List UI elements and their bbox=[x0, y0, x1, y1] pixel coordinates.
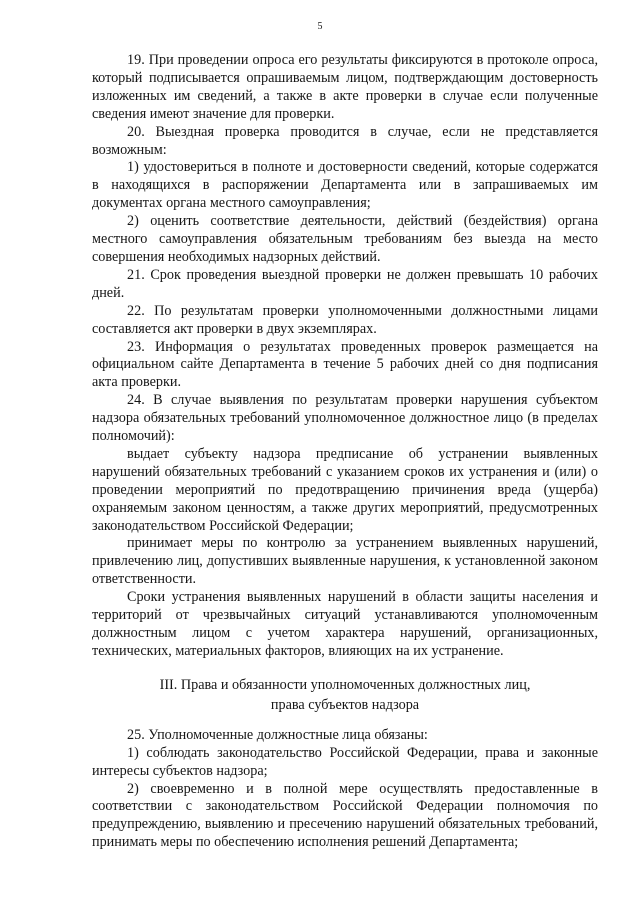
section-title bbox=[92, 675, 598, 715]
paragraph-24-item-take-measures: принимает меры по контролю за устранением выявленных нарушений, привлечению лиц, допустивших выявленные нарушения, к установленной законом ответственности. bbox=[92, 535, 598, 588]
paragraph-25-item-1: 1) соблюдать законодательство Российской Федерации, права и законные интересы субъектов надзора; bbox=[92, 744, 598, 779]
paragraph-21: 21. Срок проведения выездной проверки не должен превышать 10 рабочих дней. bbox=[92, 266, 598, 301]
document-body bbox=[92, 52, 598, 852]
page-number: 5 bbox=[317, 21, 323, 32]
paragraph-deadlines: Сроки устранения выявленных нарушений в области защиты населения и территорий от чрезвычайных ситуаций устанавливаются уполномоченным должностным лицом с учетом характера нарушений, организационных, технических, материальных факторов, влияющих на их устранение. bbox=[92, 589, 598, 659]
paragraph-20-item-2: 2) оценить соответствие деятельности, действий (бездействия) органа местного самоуправления обязательным требованиям без выезда на место совершения необходимых надзорных действий. bbox=[92, 213, 598, 265]
paragraph-19: 19. При проведении опроса его результаты фиксируются в протоколе опроса, который подписывается опрашиваемым лицом, подтверждающим достоверность изложенных им сведений, а также в акте проверки в случае если полученные сведения имеют значение для проверки. bbox=[92, 52, 598, 122]
paragraph-22: 22. По результатам проверки уполномоченными должностными лицами составляется акт проверки в двух экземплярах. bbox=[92, 302, 598, 337]
paragraph-24: 24. В случае выявления по результатам проверки нарушения субъектом надзора обязательных требований уполномоченное должностное лицо (в пределах полномочий): bbox=[92, 392, 598, 445]
paragraph-20: 20. Выездная проверка проводится в случае, если не представляется возможным: bbox=[92, 123, 598, 158]
paragraph-25-item-2: 2) своевременно и в полной мере осуществлять предоставленные в соответствии с законодательством Российской Федерации полномочия по предупреждению, выявлению и пресечению нарушений обязательных требований, принимать меры по обеспечению исполнения решений Департамента; bbox=[92, 780, 598, 851]
section-title-line-1: III. Права и обязанности уполномоченных должностных лиц, bbox=[159, 676, 531, 693]
paragraph-25: 25. Уполномоченные должностные лица обязаны: bbox=[127, 726, 428, 743]
paragraph-23: 23. Информация о результатах проведенных проверок размещается на официальном сайте Департамента в течение 5 рабочих дней со дня подписания акта проверки. bbox=[92, 338, 598, 391]
paragraph-24-item-issue-order: выдает субъекту надзора предписание об устранении выявленных нарушений обязательных требований с указанием сроков их устранения и (или) о проведении мероприятий по предотвращению причинения вреда (ущерба) охраняемым законом ценностям, а также других мероприятий, предусмотренных законодательством Российской Федерации; bbox=[92, 445, 598, 534]
section-title-line-2: права субъектов надзора bbox=[270, 696, 420, 713]
paragraph-20-item-1: 1) удостовериться в полноте и достоверности сведений, которые содержатся в находящихся в распоряжении Департамента или в запрашиваемых им документах органа местного самоуправления; bbox=[92, 159, 598, 212]
